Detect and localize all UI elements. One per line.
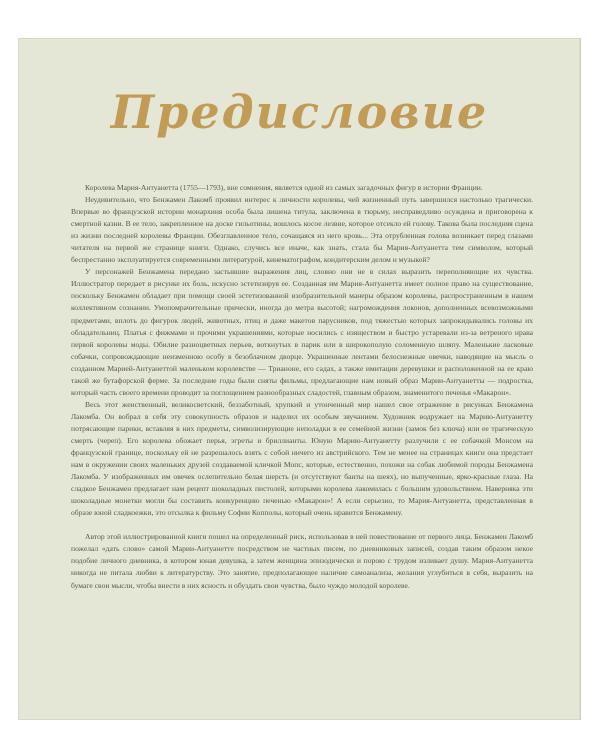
paragraph-3: У персонажей Бенжамена передано застывшие выражения лиц, словно они не в силах выразить переполняющие их чувства. Иллюстратор передает в рисунке их боль, искусно эстетизируя ее. Созданная им Мария-Антуанетта имеет полное право на существование, поскольку Бенжамен обладает при помощи своей эстетизованной изобразительной манеры образом королевы, распространенным в нашем коллективном сознании. Умопомрачительные прически, иногда до метра высотой; нагромождения локонов, дополненных всевозможными предметами, вплоть до фигурок людей, животных, птиц и даже макетов парусников, под тяжестью которых запрокидывались головы их обладательниц. Платья с фижмами и прочими украшениями, которые носились с изяществом и быстро устаревали из-за ветреного нрава первой королевы моды. Обилие разноцветных перьев, воткнутых в парик или в широкополую соломенную шляпу. Маленькие ласковые собачки, сопровождающие неизменною особу в безоблачном дворце. Украшенные лентами белоснежные овечки, наводящие на мысль о созданном Марией-Антуанеттой маленьком королевстве — Трианоне, его садах, а также имитации деревушки и расположенной на ее краю такой же бутафорской ферме. За последние годы были сняты фильмы, предлагающие нам новый образ Марии-Антуанетты — подростка, который часть своего времени проводит за поглощением разнообразных сладостей, главным образом, знаменитого печенья «Макарон». <box>71 267 533 397</box>
paragraph-4: Весь этот женственный, великосветский, беззаботный, хрупкий и утонченный мир нашел свое отражение в рисунках Бенжамена Лакомба. Он вобрал в себя эту совокупность образов и наделил их особым звучанием. Художник водружает на Марию-Антуанетту потрясающие парики, вставляя в них предметы, символизирующие неполадки в ее семейной жизни (замок без ключа) или ее трагическую смерть (череп). Его королева обожает перья, эгреты и бриллианты. Юную Марию-Антуанетту разлучили с ее собачкой Монсом на французской границе, поскольку ей не разрешалось взять с собой ничего из австрийского. Тем не менее на страницах книги она предстает нам в окружении своих маленьких друзей создаваемой кличкой Мопс, которые, естественно, похожи на собак любимой породы Бенжамена Лакомба. У изображенных им овечек ослепительно белая шерсть (и отсутствуют банты на шеях), но выпученные, ярко-красные глаза. На сладкое Бенжамен предлагает нам рецепт шоколадных пистолей, которыми королева лакомилась с большим удовольствием. Наверняка эти шоколадные монетки могли бы составить конкуренцию печенью «Макарон»! А если серьезно, то Мария-Антуанетта, представленная в образе юной сладкоежки, это отсылка к фильму Софии Копполы, который очень нравится Бенжамену. <box>71 399 533 518</box>
page-title: Предисловие <box>110 85 489 139</box>
book-page <box>18 38 581 720</box>
paragraph-1: Королева Мария-Антуанетта (1755—1793), вне сомнения, является одной из самых загадочных фигур в истории Франции. <box>85 183 483 192</box>
paragraph-5: Автор этой иллюстрированной книги пошел на определенный риск, использовав в ней повествование от первого лица. Бенжамен Лакомб пожелал «дать слово» самой Марии-Антуанетте посредством не частных писем, по дневниковых записей, создав таким образом некое подобие личного дневника, в котором юная девушка, а затем женщина эпизодически и порою с трудом изливает душу. Мария-Антуанетта никогда не питала любви к литературству. Это занятие, предполагающее наличие самоанализа, желания углубиться в себя, выразить на бумаге свои мысли, чтобы внести в них ясность и обуздать свои чувства, было чуждо молодой королеве. <box>71 532 533 590</box>
paragraph-2: Неудивительно, что Бенжамен Лакомб проявил интерес к личности королевы, чей жизненный путь завершился настолько трагически. Впервые во французской истории монархиня особа была лишена титула, заключена в тюрьму, несправедливо осуждена и приговорена к смертной казни. В ее тело, закрепленное на доске гильотины, вошлось косое лезвие, которое отсекло ей голову. Такова была последняя сцена из жизни последней королевы Франции. Обезглавленное тело, сочащаяся из него кровь... Эта отрубленная голова возникает перед глазами читателя на первой же странице книги. Однако, случись все иначе, как знать, стала бы Мария-Антуанетта тем символом, который беспрестанно эксплуатируется современными литературой, кинематографом, кондитерским делом и музыкой? <box>71 195 533 265</box>
body-text <box>71 182 533 592</box>
